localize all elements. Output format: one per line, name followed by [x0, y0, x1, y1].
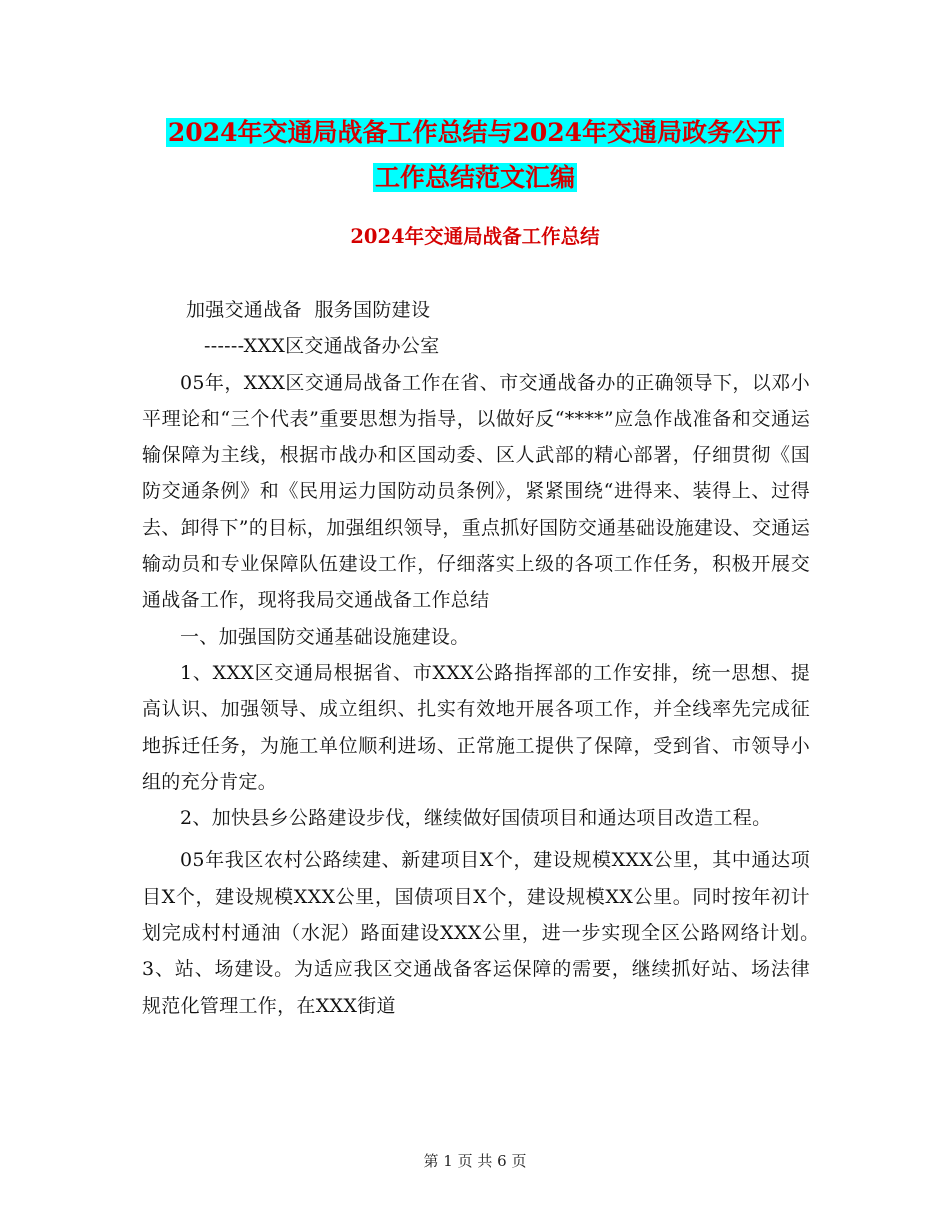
paragraph-3: 2、加快县乡公路建设步伐，继续做好国债项目和通达项目改造工程。 — [180, 807, 772, 830]
heading-section-1: 一、加强国防交通基础设施建设。 — [180, 625, 470, 648]
document-body — [142, 292, 849, 1024]
subtitle: 加强交通战备 服务国防建设 — [186, 299, 431, 321]
document-title — [100, 110, 850, 200]
paragraph-4: 05年我区农村公路续建、新建项目X个，建设规模XXX公里，其中通达项目X个，建设规模XXX公里，国债项目X个，建设规模XX公里。同时按年初计划完成村村通油（水泥）路面建设XXX公里，进一步实现全区公路网络计划。 3、站、场建设。为适应我区交通战备客运保障的需要，继续抓好站、场法律规范化管理工作，在XXX街道 — [142, 849, 849, 1017]
paragraph-2: 1、XXX区交通局根据省、市XXX公路指挥部的工作安排，统一思想、提高认识、加强领导、成立组织、扎实有效地开展各项工作，并全线率先完成征地拆迁任务，为施工单位顺利进场、正常施工提供了保障，受到省、市领导小组的充分肯定。 — [142, 661, 810, 793]
page-footer: 第 1 页 共 6 页 — [423, 1152, 527, 1170]
section-title: 2024年交通局战备工作总结 — [350, 225, 600, 248]
title-line-2: 工作总结范文汇编 — [374, 163, 575, 192]
byline: ------XXX区交通战备办公室 — [204, 335, 440, 358]
title-line-1: 2024年交通局战备工作总结与2024年交通局政务公开 — [167, 118, 783, 147]
paragraph-1: 05年，XXX区交通局战备工作在省、市交通战备办的正确领导下，以邓小平理论和“三个代表”重要思想为指导，以做好反“****”应急作战准备和交通运输保障为主线，根据市战办和区国动委、区人武部的精心部署，仔细贯彻《国防交通条例》和《民用运力国防动员条例》，紧紧围绕“进得来、装得上、过得去、卸得下”的目标，加强组织领导，重点抓好国防交通基础设施建设、交通运输动员和专业保障队伍建设工作，仔细落实上级的各项工作任务，积极开展交通战备工作，现将我局交通战备工作总结 — [142, 371, 810, 612]
